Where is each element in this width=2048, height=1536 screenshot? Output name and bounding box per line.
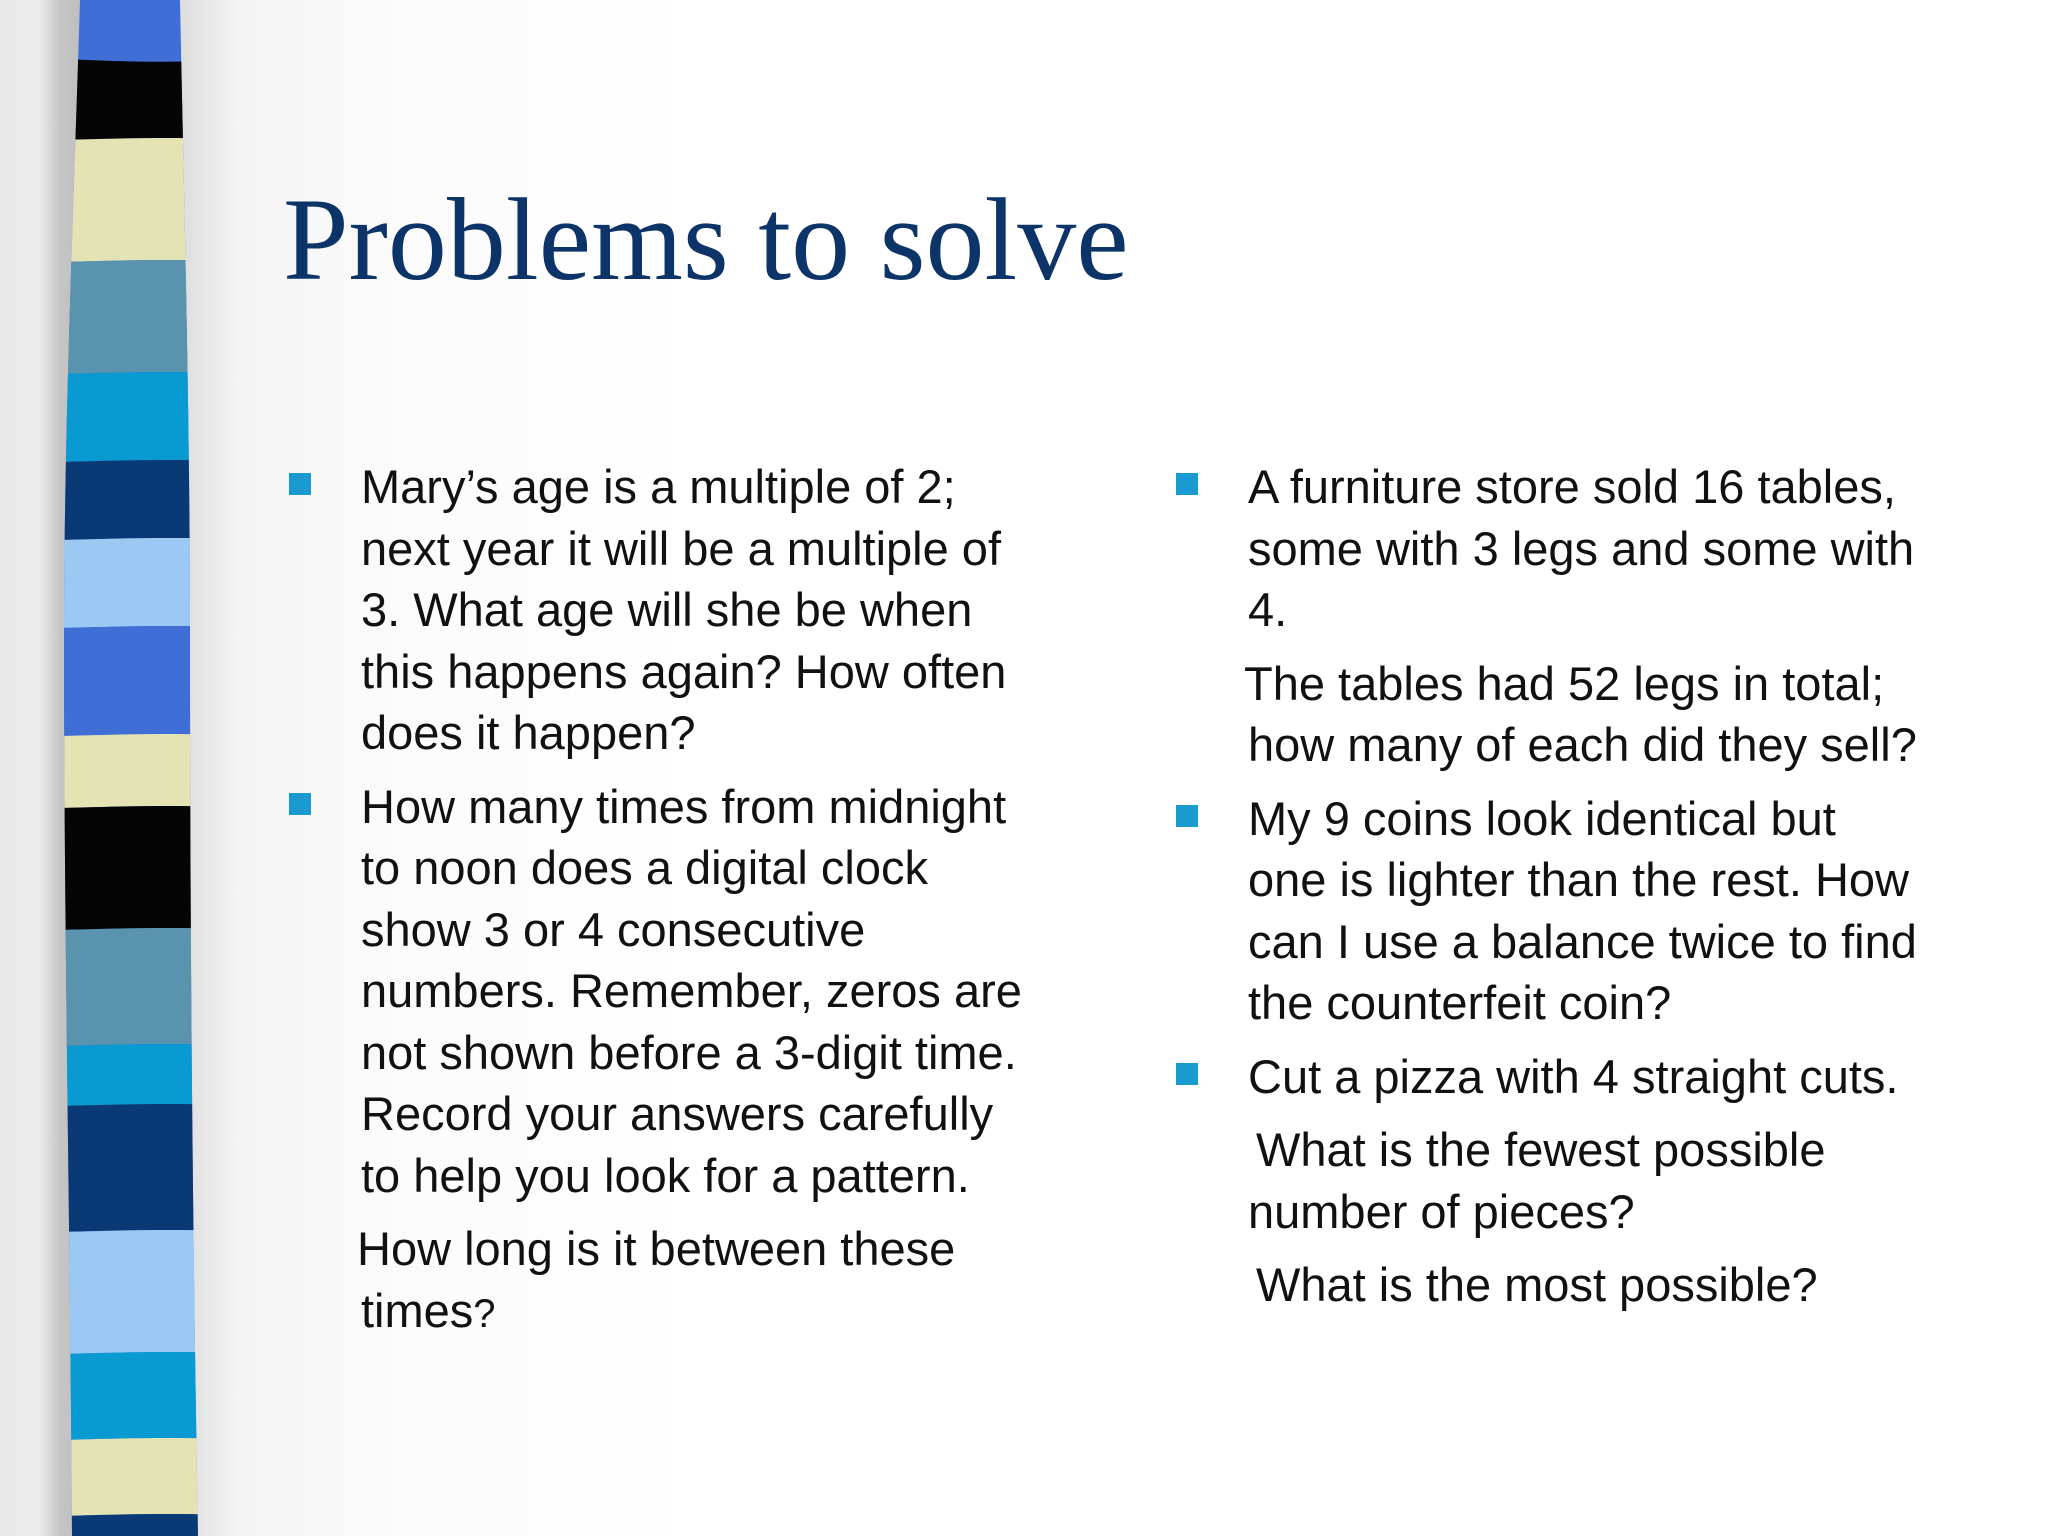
square-bullet-icon [1176, 473, 1198, 495]
problem-text-line: next year it will be a multiple of [361, 521, 1002, 575]
question-mark: ? [473, 1291, 496, 1336]
followup-text-line: how many of each did they sell? [1248, 718, 1917, 771]
problem-text-line: Record your answers carefully [361, 1087, 994, 1140]
problem-text-line: to noon does a digital clock [361, 841, 928, 894]
decorative-striped-ribbon [0, 0, 260, 1536]
followup-text-line: How long is it between these [357, 1222, 956, 1275]
problem-text-line: does it happen? [361, 706, 696, 759]
square-bullet-icon [1176, 1063, 1198, 1085]
problem-pizza-most [1170, 1254, 2000, 1316]
problem-text-line: not shown before a 3-digit time. [361, 1025, 1017, 1079]
problem-text-line: this happens again? How often [361, 644, 1007, 698]
right-column [1170, 456, 2000, 1328]
square-bullet-icon [289, 473, 311, 495]
problem-text-line: show 3 or 4 consecutive [361, 902, 866, 956]
problem-text-line: 3. What age will she be when [361, 583, 973, 636]
square-bullet-icon [1176, 805, 1198, 827]
followup-text: times [361, 1283, 474, 1337]
problem-text-line: can I use a balance twice to find [1248, 914, 1917, 968]
problem-text-line: Cut a pizza with 4 straight cuts. [1248, 1049, 1899, 1103]
problem-text-line: the counterfeit coin? [1248, 976, 1672, 1029]
followup-text-line: The tables had 52 legs in total; [1244, 656, 1885, 710]
followup-text-line: What is the fewest possible [1256, 1123, 1826, 1176]
problem-text-line: one is lighter than the rest. How [1248, 853, 1909, 906]
problem-text-line: My 9 coins look identical but [1248, 791, 1836, 845]
slide-title: Problems to solve [283, 174, 1129, 305]
followup-text-line: number of pieces? [1248, 1184, 1635, 1238]
problem-furniture-tables-followup [1170, 653, 2000, 776]
problem-text-line: numbers. Remember, zeros are [361, 964, 1022, 1017]
problem-digital-clock [283, 776, 1103, 1207]
problem-pizza-cuts [1170, 1046, 2000, 1108]
problem-counterfeit-coin [1170, 788, 2000, 1034]
problem-pizza-fewest [1170, 1119, 2000, 1242]
problem-marys-age [283, 456, 1103, 764]
followup-text-line [361, 1280, 1103, 1346]
problem-text-line: to help you look for a pattern. [361, 1148, 970, 1202]
problem-furniture-tables [1170, 456, 2000, 641]
square-bullet-icon [289, 793, 311, 815]
problem-text-line: Mary’s age is a multiple of 2; [361, 460, 956, 513]
left-column [283, 456, 1103, 1357]
problem-text-line: How many times from midnight [361, 779, 1007, 833]
problem-text-line: some with 3 legs and some with [1248, 521, 1915, 575]
problem-text-line: A furniture store sold 16 tables, [1248, 460, 1896, 513]
problem-digital-clock-followup [283, 1218, 1103, 1345]
problem-text-line: 4. [1248, 583, 1288, 636]
followup-text-line: What is the most possible? [1256, 1258, 1818, 1311]
